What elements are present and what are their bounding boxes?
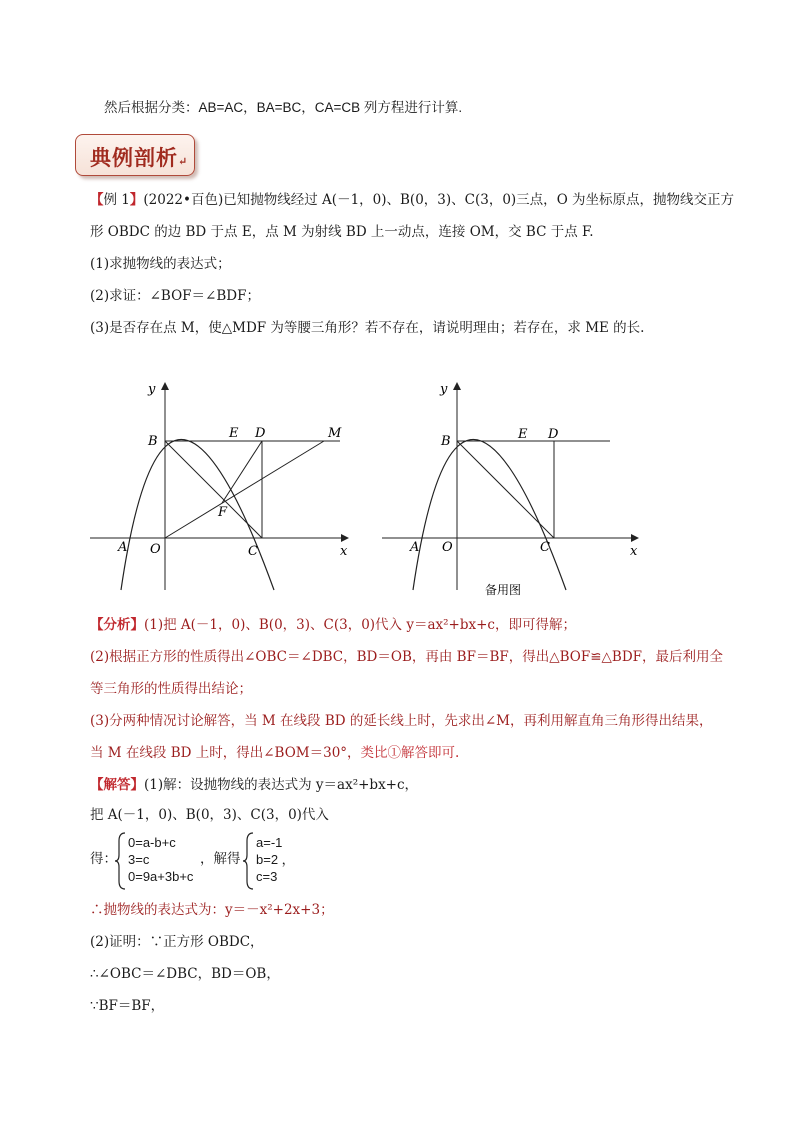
- analysis-p2b: 等三角形的性质得出结论；: [90, 681, 252, 697]
- label-B: B: [441, 434, 451, 449]
- analysis-p3b-a: 当 M 在线段 BD 上时，得出∠BOM＝30°，: [90, 745, 361, 761]
- segment-bc: [457, 441, 554, 538]
- analysis-line-1: 【分析】(1)把 A(－1，0)、B(0，3)、C(3，0)代入 y＝ax²+bx+c，即可得解；: [90, 617, 576, 633]
- label-B: B: [148, 434, 158, 449]
- equation-system: [128, 834, 193, 885]
- analysis-p1: (1)把 A(－1，0)、B(0，3)、C(3，0)代入 y＝ax²+bx+c，即可得解；: [144, 617, 576, 633]
- left-brace-icon: [115, 831, 127, 891]
- label-y: y: [148, 382, 156, 397]
- label-C: C: [540, 540, 550, 555]
- label-O: O: [150, 542, 161, 557]
- label-M: M: [328, 426, 342, 441]
- de-prefix: 得：: [90, 851, 117, 867]
- solution-result: ∴抛物线的表达式为：y＝－x²+2x+3；: [90, 902, 334, 918]
- segment-om: [165, 441, 324, 538]
- solve-word: ，解得: [200, 851, 241, 867]
- label-D: D: [548, 427, 559, 442]
- label-D: D: [255, 426, 266, 441]
- analysis-p3b-b: 类比①解答即可.: [360, 745, 460, 761]
- figure-caption: 备用图: [485, 583, 522, 597]
- solution-tag: 解答: [103, 777, 131, 793]
- proof-line-2: ∴∠OBC＝∠DBC，BD＝OB，: [90, 966, 280, 982]
- figure-2: [380, 375, 650, 605]
- section-heading-title: 典例剖析↵: [90, 145, 189, 170]
- figure-1: [88, 375, 358, 595]
- question-3: (3)是否存在点 M，使△MDF 为等腰三角形？若不存在，请说明理由；若存在，求 ME 的长.: [90, 320, 645, 336]
- intro-text: 然后根据分类：AB=AC，BA=BC，CA=CB 列方程进行计算.: [104, 100, 463, 115]
- example-line-1: 【例 1】(2022•百色)已知抛物线经过 A(－1，0)、B(0，3)、C(3，0)三点，O 为坐标原点，抛物线交正方: [90, 192, 735, 208]
- analysis-p3b: [90, 744, 459, 762]
- segment-bc: [165, 441, 262, 538]
- solution-system: [256, 834, 295, 885]
- analysis-p3: (3)分两种情况讨论解答，当 M 在线段 BD 的延长线上时，先求出∠M，再利用解直角三角形得出结果，: [90, 713, 713, 729]
- example-text-c: O 为坐标原点，抛物线交正方: [556, 192, 735, 208]
- analysis-p2: (2)根据正方形的性质得出∠OBC＝∠DBC，BD＝OB，再由 BF＝BF，得出△BOF≌△BDF，最后利用全: [90, 649, 724, 665]
- solution-s1: (1)解：设抛物线的表达式为 y＝ax²+bx+c，: [144, 777, 419, 793]
- equation-1: 0=a-b+c: [128, 835, 176, 850]
- label-A: A: [410, 540, 420, 555]
- example-text-b: A(－1，0)、B(0，3)、C(3，0)三点，: [322, 192, 557, 208]
- label-y: y: [440, 382, 448, 397]
- solution-b: b=2 ，: [256, 852, 295, 867]
- question-2: (2)求证：∠BOF＝∠BDF；: [90, 288, 260, 304]
- label-O: O: [442, 540, 453, 555]
- proof-line-3: ∵BF＝BF，: [90, 998, 165, 1014]
- label-A: A: [118, 540, 128, 555]
- example-tag: 例 1: [103, 192, 130, 208]
- label-C: C: [248, 544, 258, 559]
- equation-3: 0=9a+3b+c: [128, 869, 194, 884]
- label-F: F: [218, 505, 228, 520]
- equation-2: 3=c: [128, 852, 150, 867]
- section-heading: [75, 134, 195, 176]
- proof-line-1: (2)证明：∵正方形 OBDC，: [90, 934, 264, 950]
- solution-line-1: 【解答】(1)解：设抛物线的表达式为 y＝ax²+bx+c，: [90, 777, 419, 793]
- label-E: E: [229, 426, 239, 441]
- label-x: x: [630, 544, 638, 559]
- label-x: x: [340, 544, 348, 559]
- segment-fd: [222, 441, 262, 503]
- example-source: (2022•百色): [143, 192, 224, 208]
- analysis-tag: 分析: [103, 617, 131, 633]
- solution-c: c=3: [256, 869, 278, 884]
- question-1: (1)求抛物线的表达式；: [90, 256, 231, 272]
- solution-s2: 把 A(－1，0)、B(0，3)、C(3，0)代入: [90, 807, 329, 823]
- label-E: E: [518, 427, 528, 442]
- left-brace-icon: [243, 831, 255, 891]
- parabola-curve: [413, 440, 566, 591]
- paragraph-mark-icon: ↵: [178, 155, 189, 168]
- example-line-2: 形 OBDC 的边 BD 于点 E，点 M 为射线 BD 上一动点，连接 OM，交 BC 于点 F.: [90, 224, 594, 240]
- parabola-curve: [121, 440, 274, 591]
- solution-a: a=-1: [256, 835, 283, 850]
- example-text-a: 已知抛物线经过: [223, 192, 323, 208]
